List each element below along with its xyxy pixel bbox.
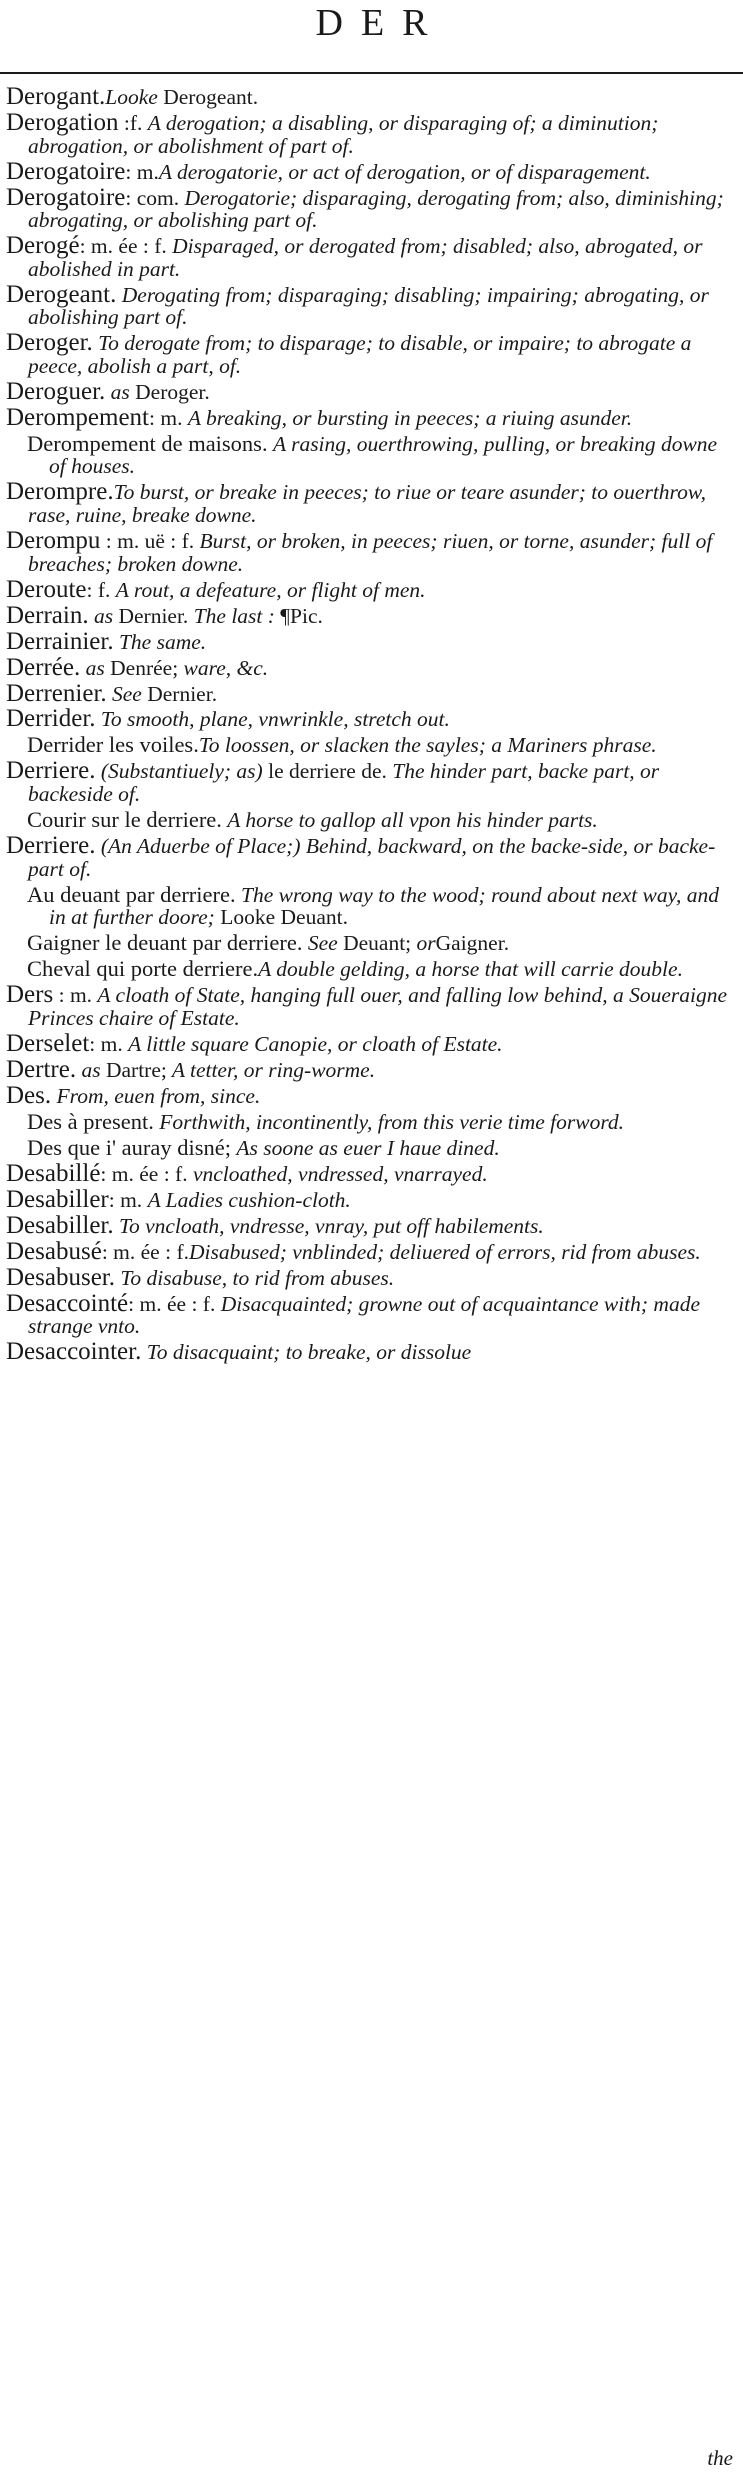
entry-definition: The wrong way to the wood; round about next way, and in at further doore; [49,882,719,930]
entry-list [6,83,735,1367]
dictionary-entry [6,981,735,1030]
entry-headword: Gaigner le deuant par derriere. [27,930,303,956]
entry-definition: Forthwith, incontinently, from this verie time forword. [159,1109,625,1134]
entry-definition: A double gelding, a horse that will carrie double. [258,957,683,982]
entry-definition: As soone as euer I haue dined. [236,1135,500,1160]
entry-headword: Derogé [6,232,80,260]
entry-headword: Derrain. [6,601,89,629]
dictionary-entry [6,403,735,431]
dictionary-entry [6,183,735,233]
sub-entry [6,430,735,479]
dictionary-entry [6,1185,735,1213]
entry-headword: Desaccointé [6,1289,129,1317]
entry-definition: To smooth, plane, vnwrinkle, stretch out. [100,707,450,732]
dictionary-entry [6,329,735,378]
entry-definition: as [85,655,105,680]
entry-definition-continued: A tetter, or ring-worme. [166,1057,376,1082]
entry-headword: Derrider les voiles. [27,732,199,758]
entry-headword: Deroguer. [6,377,106,405]
entry-grammar: : m. uë : f. [100,528,200,553]
entry-reference: Deroger. [135,379,210,404]
entry-headword: Derogant. [6,83,106,110]
entry-definition: A horse to gallop all vpon his hinder parts. [227,808,598,833]
entry-grammar: : m. [125,159,159,184]
entry-headword: Derselet [6,1029,90,1057]
entry-headword: Desabiller [6,1185,109,1213]
dictionary-entry [6,757,735,807]
entry-headword: Derriere. [6,757,96,785]
dictionary-entry [6,1263,735,1291]
entry-definition-continued: The hinder part, backe part, or backeside of. [28,759,660,807]
entry-headword: Cheval qui porte derriere. [27,956,259,982]
entry-headword: Derogatoire [6,183,126,211]
dictionary-entry [6,705,735,733]
dictionary-entry [6,526,735,576]
entry-definition: To derogate from; to disparage; to disable, or impaire; to abrogate a peece, abolish a part, of. [28,331,692,378]
dictionary-entry [6,1029,735,1057]
entry-headword: Desaccointer. [6,1338,142,1366]
entry-definition: A derogatorie, or act of derogation, or of disparagement. [158,159,651,184]
entry-grammar: : m. ée : f. [128,1291,221,1316]
entry-grammar: : m. [149,405,188,430]
entry-definition: as [81,1057,101,1082]
sub-entry [6,881,735,930]
entry-definition: A derogation; a disabling, or disparaging of; a diminution; abrogation, or abolishment of part of. [28,110,659,158]
entry-definition: From, euen from, since. [56,1083,261,1108]
catchword: the [707,2446,733,2470]
dictionary-entry [6,83,735,110]
entry-definition: (Substantiuely; as) [100,759,263,784]
entry-definition: as [93,603,114,628]
sub-entry [6,1108,735,1134]
entry-grammar: : m. ée : f. [101,1239,189,1264]
dictionary-entry [6,601,735,629]
entry-definition-continued: ware, &c. [178,655,269,680]
entry-headword: Courir sur le derriere. [27,807,222,833]
dictionary-entry [6,280,735,330]
sub-entry [6,932,735,955]
entry-definition: Disparaged, or derogated from; disabled; also, abrogated, or abolished in part. [28,234,703,281]
entry-reference-continued: Gaigner. [435,931,510,956]
dictionary-entry [6,157,735,185]
entry-definition-continued: The last : [188,603,281,628]
entry-headword: Derompu [6,526,101,554]
entry-grammar: : f. [86,577,116,602]
dictionary-entry [6,653,735,681]
entry-definition: To loossen, or slacken the sayles; a Mariners phrase. [198,733,657,758]
entry-definition: To burst, or breake in peeces; to riue or teare asunder; to ouerthrow, rase, ruine, breake downe. [28,480,706,527]
dictionary-entry [6,108,735,158]
entry-reference: Looke Deuant. [220,905,348,930]
entry-reference: Denrée; [110,655,179,680]
dictionary-entry [6,832,735,881]
entry-headword: Derompement de maisons. [27,430,268,456]
entry-definition: Disabused; vnblinded; deliuered of errors, rid from abuses. [188,1239,701,1264]
entry-definition: A cloath of State, hanging full ouer, and falling low behind, a Soueraigne Princes chaire of Estate. [28,983,728,1030]
dictionary-entry [6,377,735,405]
entry-headword: Derogatoire [6,157,126,185]
entry-definition: (An Aduerbe of Place;) Behind, backward, on the backe-side, or backe-part of. [28,834,716,881]
entry-definition: To disacquaint; to breake, or dissolue [146,1340,472,1365]
entry-headword: Desabuser. [6,1263,115,1291]
entry-reference: Dernier. [118,603,189,628]
entry-definition: Derogating from; disparaging; disabling; impairing; abrogating, or abolishing part of. [28,282,709,330]
dictionary-entry [6,1055,735,1083]
dictionary-entry [6,627,735,655]
entry-reference: le derriere de. [268,759,387,784]
entry-headword: Derompre. [6,478,114,506]
entry-grammar: : com. [125,185,185,210]
entry-definition: Burst, or broken, in peeces; riuen, or torne, asunder; full of breaches; broken downe. [28,528,713,576]
entry-grammar: : m. [89,1031,129,1056]
entry-headword: Des. [6,1081,52,1109]
entry-headword: Derrée. [6,653,81,681]
entry-headword: Au deuant par derriere. [27,881,236,907]
entry-headword: Deroger. [6,329,93,357]
entry-definition: A little square Canopie, or cloath of Estate. [128,1031,503,1056]
dictionary-entry [6,1237,735,1265]
entry-definition: Disacquainted; growne out of acquaintance with; made strange vnto. [28,1291,701,1339]
entry-definition: The same. [118,629,207,654]
entry-grammar: : m. [108,1187,148,1212]
entry-headword: Derrainier. [6,627,114,655]
entry-definition: To disabuse, to rid from abuses. [120,1265,395,1290]
entry-definition: To vncloath, vndresse, vnray, put off habilements. [118,1213,544,1238]
entry-reference: Derogeant. [163,85,259,109]
entry-definition: A rout, a defeature, or flight of men. [115,577,426,602]
entry-definition: as [110,379,130,404]
entry-grammar: : m. ée : f. [100,1161,193,1186]
sub-entry [6,1134,735,1160]
entry-grammar: : m. ée : f. [79,234,173,259]
dictionary-entry [6,1081,735,1109]
entry-definition: vncloathed, vndressed, vnarrayed. [192,1161,488,1186]
entry-definition: A breaking, or bursting in peeces; a riuing asunder. [187,405,633,430]
entry-headword: Des à present. [27,1108,154,1134]
sub-entry [6,734,735,757]
entry-headword: Des que i' auray disné; [27,1134,231,1160]
dictionary-entry [6,575,735,603]
entry-definition: See [112,681,142,706]
entry-headword: Dertre. [6,1055,77,1083]
entry-definition: See [307,931,338,956]
sub-entry [6,958,735,981]
dictionary-entry [6,1159,735,1187]
entry-definition: A Ladies cushion-cloth. [147,1187,351,1212]
entry-definition: Looke [105,85,158,109]
entry-headword: Desabusé [6,1237,102,1265]
entry-headword: Derogation [6,108,119,136]
entry-headword: Derrider. [6,705,96,733]
entry-headword: Derriere. [6,832,96,860]
entry-headword: Derogeant. [6,280,117,308]
entry-reference-continued: ¶Pic. [280,603,323,628]
dictionary-entry [6,232,735,281]
entry-definition: A rasing, ouerthrowing, pulling, or breaking downe of houses. [49,431,718,479]
page-header: DER [315,2,446,44]
entry-reference: Deuant; [343,931,412,956]
entry-grammar: : m. [53,983,98,1008]
dictionary-entry [6,1338,735,1366]
entry-headword: Desabillé [6,1159,101,1187]
sub-entry [6,809,735,832]
dictionary-entry [6,1289,735,1339]
entry-definition: Derogatorie; disparaging, derogating from; also, diminishing; abrogating, or abolishing part of. [28,185,724,233]
entry-reference: Dernier. [147,681,218,706]
dictionary-entry [6,679,735,707]
header-rule [0,72,743,74]
entry-headword: Ders [6,981,54,1009]
dictionary-entry [6,478,735,527]
dictionary-entry [6,1211,735,1239]
entry-grammar: :f. [118,110,148,135]
entry-definition-continued: or [411,931,436,956]
entry-headword: Desabiller. [6,1211,114,1239]
entry-headword: Derompement [6,403,150,431]
entry-headword: Derrenier. [6,679,107,707]
entry-reference: Dartre; [105,1057,167,1082]
entry-headword: Deroute [6,575,87,603]
